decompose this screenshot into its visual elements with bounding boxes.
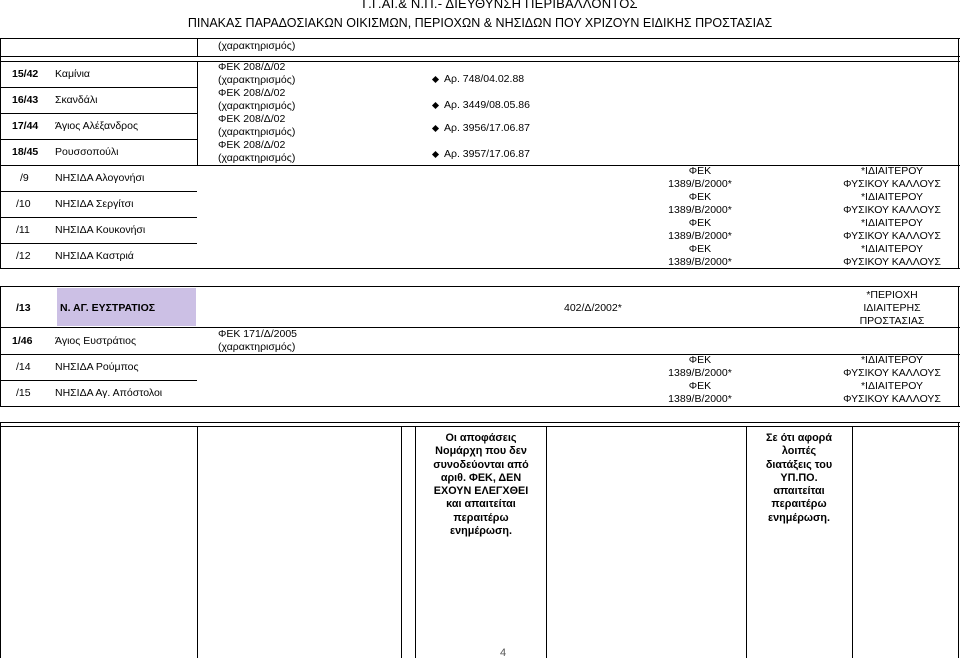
decision-number: Αρ. 748/04.02.88 <box>444 73 525 85</box>
row-name: ΝΗΣΙΔΑ Σεργίτσι <box>55 198 134 210</box>
table-border <box>0 268 960 269</box>
status-note-a: *ΙΔΙΑΙΤΕΡΟΥ <box>860 354 924 366</box>
notes-border-top <box>0 422 960 423</box>
bullet-icon <box>432 102 439 109</box>
row-divider <box>0 165 960 166</box>
row-divider <box>0 113 197 114</box>
row-code: /9 <box>20 172 29 184</box>
decision-number: 402/Δ/2002* <box>564 302 622 314</box>
row-name: ΝΗΣΙΔΑ Αλογονήσι <box>55 172 145 184</box>
fek-reference: ΦΕΚ 208/Δ/02 <box>218 139 286 151</box>
row-divider <box>0 327 960 328</box>
fek-label: ΦΕΚ <box>688 243 712 255</box>
row-code: /12 <box>16 250 31 262</box>
row-code: 16/43 <box>12 94 39 106</box>
fek-reference: ΦΕΚ 208/Δ/02 <box>218 87 286 99</box>
row-code: /11 <box>16 224 30 236</box>
left-border <box>0 286 1 406</box>
row-name: ΝΗΣΙΔΑ Αγ. Απόστολοι <box>55 387 163 399</box>
fek-label: ΦΕΚ <box>688 380 712 392</box>
status-note-b: ΦΥΣΙΚΟΥ ΚΑΛΛΟΥΣ <box>843 204 941 216</box>
row-divider <box>0 380 197 381</box>
status-note-b: ΦΥΣΙΚΟΥ ΚΑΛΛΟΥΣ <box>843 256 941 268</box>
fek-reference-note: (χαρακτηρισμός) <box>218 341 296 353</box>
row-name: Σκανδάλι <box>55 94 98 106</box>
table-border <box>0 61 960 62</box>
header-subtitle: ΠΙΝΑΚΑΣ ΠΑΡΑΔΟΣΙΑΚΩΝ ΟΙΚΙΣΜΩΝ, ΠΕΡΙΟΧΩΝ & ΝΗΣΙΔΩΝ ΠΟΥ ΧΡΙΖΟΥΝ ΕΙΔΙΚΗΣ ΠΡΟΣΤΑΣΙΑΣ <box>187 16 773 30</box>
section-name: Ν. ΑΓ. ΕΥΣΤΡΑΤΙΟΣ <box>60 302 156 314</box>
status-note-b: ΦΥΣΙΚΟΥ ΚΑΛΛΟΥΣ <box>843 178 941 190</box>
bullet-icon <box>432 125 439 132</box>
fek-label: ΦΕΚ <box>688 191 712 203</box>
fek-reference-note: (χαρακτηρισμός) <box>218 100 296 112</box>
page-number: 4 <box>500 647 507 659</box>
decision-number: Αρ. 3957/17.06.87 <box>444 148 530 160</box>
notes-divider <box>401 426 402 658</box>
fek-reference-note: (χαρακτηρισμός) <box>218 152 296 164</box>
row-name: Ρουσσοπούλι <box>55 146 119 158</box>
fek-label: ΦΕΚ <box>688 354 712 366</box>
status-note-b: ΦΥΣΙΚΟΥ ΚΑΛΛΟΥΣ <box>843 230 941 242</box>
fek-label: ΦΕΚ <box>688 165 712 177</box>
fek-reference: 1389/Β/2000* <box>668 178 732 190</box>
note-line: λοιπές <box>781 445 817 458</box>
fek-reference: ΦΕΚ 208/Δ/02 <box>218 113 286 125</box>
row-divider <box>0 87 197 88</box>
status-note-c: ΠΡΟΣΤΑΣΙΑΣ <box>859 315 925 327</box>
decision-number: Αρ. 3449/08.05.86 <box>444 99 530 111</box>
row-divider <box>0 139 197 140</box>
row-divider <box>0 217 197 218</box>
note-line: Νομάρχη που δεν <box>435 445 527 458</box>
status-note-a: *ΙΔΙΑΙΤΕΡΟΥ <box>860 243 924 255</box>
note-line: ενημέρωση. <box>768 511 830 524</box>
row-name: Άγιος Αλέξανδρος <box>55 120 139 132</box>
note-line: περαιτέρω <box>771 498 827 511</box>
row-code: /13 <box>16 302 31 314</box>
row-divider <box>0 354 960 355</box>
status-note-a: *ΠΕΡΙΟΧΗ <box>866 289 918 301</box>
fek-reference: 1389/Β/2000* <box>668 393 732 405</box>
col-divider <box>197 38 198 56</box>
fek-reference: ΦΕΚ 208/Δ/02 <box>218 61 286 73</box>
fek-reference: 1389/Β/2000* <box>668 256 732 268</box>
notes-border-top <box>0 426 960 427</box>
row-code: /14 <box>16 361 31 373</box>
top-fragment: (χαρακτηρισμός) <box>218 40 296 52</box>
note-line: απαιτείται <box>773 485 825 498</box>
notes-right-border <box>958 422 959 658</box>
table-border-top <box>0 38 960 39</box>
fek-reference-note: (χαρακτηρισμός) <box>218 74 296 86</box>
status-note-a: *ΙΔΙΑΙΤΕΡΟΥ <box>860 217 924 229</box>
status-note-b: ΙΔΙΑΙΤΕΡΗΣ <box>863 302 921 314</box>
row-name: Άγιος Ευστράτιος <box>55 335 137 347</box>
fek-reference-note: (χαρακτηρισμός) <box>218 126 296 138</box>
status-note-b: ΦΥΣΙΚΟΥ ΚΑΛΛΟΥΣ <box>843 393 941 405</box>
status-note-a: *ΙΔΙΑΙΤΕΡΟΥ <box>860 191 924 203</box>
row-code: 18/45 <box>12 146 39 158</box>
row-code: 15/42 <box>12 68 39 80</box>
row-divider <box>0 191 197 192</box>
table-border <box>0 56 960 57</box>
row-code: 17/44 <box>12 120 39 132</box>
fek-reference: 1389/Β/2000* <box>668 367 732 379</box>
note-line: Οι αποφάσεις <box>445 432 517 444</box>
fek-reference: ΦΕΚ 171/Δ/2005 <box>218 328 298 340</box>
note-line: συνοδεύονται από <box>433 458 529 471</box>
table-border <box>0 406 960 407</box>
bullet-icon <box>432 76 439 83</box>
status-note-a: *ΙΔΙΑΙΤΕΡΟΥ <box>860 380 924 392</box>
note-line: Σε ότι αφορά <box>766 432 832 444</box>
row-name: ΝΗΣΙΔΑ Ρούμπος <box>55 361 139 373</box>
note-line: ΕΧΟΥΝ ΕΛΕΓΧΘΕΙ <box>433 485 529 498</box>
note-line: αριθ. ΦΕΚ, ΔΕΝ <box>440 471 522 484</box>
col-divider <box>197 61 198 165</box>
bullet-icon <box>432 151 439 158</box>
notes-divider <box>197 426 198 658</box>
note-line: περαιτέρω <box>453 511 509 524</box>
status-note-b: ΦΥΣΙΚΟΥ ΚΑΛΛΟΥΣ <box>843 367 941 379</box>
decision-number: Αρ. 3956/17.06.87 <box>444 122 530 134</box>
header-title: Γ.Γ.ΑΙ.& Ν.Π.- ΔΙΕΥΘΥΝΣΗ ΠΕΡΙΒΑΛΛΟΝΤΟΣ <box>362 0 638 11</box>
row-code: /10 <box>16 198 31 210</box>
row-code: /15 <box>16 387 31 399</box>
fek-reference: 1389/Β/2000* <box>668 230 732 242</box>
status-note-a: *ΙΔΙΑΙΤΕΡΟΥ <box>860 165 924 177</box>
row-name: ΝΗΣΙΔΑ Καστριά <box>55 250 134 262</box>
note-ypopo <box>735 432 863 525</box>
left-border <box>0 38 1 268</box>
note-decisions <box>405 432 557 538</box>
row-divider <box>0 243 197 244</box>
note-line: ενημέρωση. <box>450 525 512 538</box>
note-line: και απαιτείται <box>446 498 516 511</box>
notes-left-border <box>0 422 1 658</box>
table-border <box>0 286 960 287</box>
fek-label: ΦΕΚ <box>688 217 712 229</box>
row-name: ΝΗΣΙΔΑ Κουκονήσι <box>55 224 146 236</box>
note-line: διατάξεις του <box>765 458 833 471</box>
row-name: Καμίνια <box>55 68 90 80</box>
note-line: ΥΠ.ΠΟ. <box>780 471 818 484</box>
row-code: 1/46 <box>12 335 33 347</box>
fek-reference: 1389/Β/2000* <box>668 204 732 216</box>
